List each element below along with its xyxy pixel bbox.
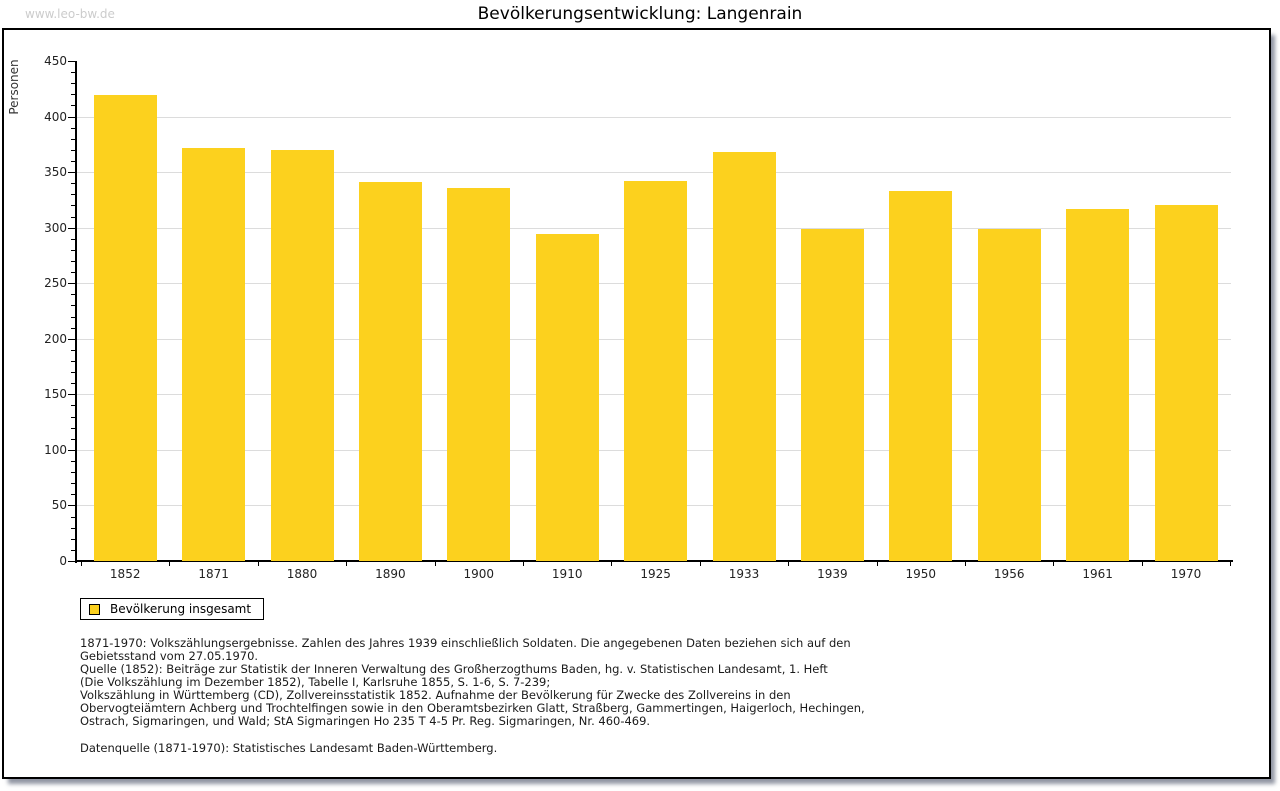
y-tick-label: 200	[44, 331, 67, 346]
y-tick-label: 0	[59, 554, 67, 568]
source-note-line: Quelle (1852): Beiträge zur Statistik der Inneren Verwaltung des Großherzogthums Baden, hg. v. Statistischen Landesamt, 1. Heft	[80, 662, 828, 676]
x-tick-label: 1956	[993, 567, 1025, 581]
x-tick-label: 1961	[1082, 567, 1113, 581]
source-note-line: Ostrach, Sigmaringen, und Wald; StA Sigmaringen Ho 235 T 4-5 Pr. Reg. Sigmaringen, Nr. 460-469.	[80, 714, 651, 728]
x-tick-label: 1925	[640, 567, 671, 581]
source-note-line: Volkszählung in Württemberg (CD), Zollvereinsstatistik 1852. Aufnahme der Bevölkerung für Zwecke des Zollvereins in den	[80, 688, 791, 702]
x-tick-label: 1890	[375, 567, 406, 581]
x-tick-label: 1900	[463, 567, 495, 581]
y-tick-label: 150	[44, 387, 67, 402]
x-tick-label: 1933	[728, 567, 760, 581]
x-tick-label: 1939	[817, 567, 848, 581]
x-tick-label: 1871	[198, 567, 229, 581]
source-note-line: Obervogteiämtern Achberg und Trochtelfingen sowie in den Oberamtsbezirken Glatt, Straßberg, Gammertingen, Haigerloch, Hechingen,	[80, 701, 865, 715]
legend-label: Bevölkerung insgesamt	[110, 602, 252, 616]
watermark-leo-bw: www.leo-bw.de	[25, 7, 115, 21]
y-tick-label: 350	[44, 165, 67, 180]
legend	[80, 598, 264, 620]
x-tick-label: 1970	[1170, 567, 1202, 581]
source-note-line: Gebietsstand vom 27.05.1970.	[80, 649, 259, 663]
y-tick-label: 300	[44, 220, 67, 235]
y-tick-label: 400	[44, 109, 67, 124]
x-tick-label: 1950	[905, 567, 937, 581]
x-tick-label: 1880	[286, 567, 318, 581]
y-axis-label: Personen	[7, 59, 21, 115]
chart-title: Bevölkerungsentwicklung: Langenrain	[477, 4, 803, 24]
x-tick-label: 1910	[551, 567, 583, 581]
y-tick-label: 100	[44, 442, 67, 457]
x-tick-label: 1852	[109, 567, 141, 581]
source-note-line: 1871-1970: Volkszählungsergebnisse. Zahlen des Jahres 1939 einschließlich Soldaten. Die angegebenen Daten beziehen sich auf den	[80, 636, 851, 650]
legend-swatch	[89, 604, 100, 615]
y-tick-label: 250	[44, 276, 67, 291]
y-tick-label: 50	[51, 498, 67, 513]
data-source-line: Datenquelle (1871-1970): Statistisches Landesamt Baden-Württemberg.	[80, 741, 498, 755]
y-tick-label: 450	[44, 54, 67, 68]
source-note-line: (Die Volkszählung im Dezember 1852), Tabelle I, Karlsruhe 1855, S. 1-6, S. 7-239;	[80, 675, 551, 689]
